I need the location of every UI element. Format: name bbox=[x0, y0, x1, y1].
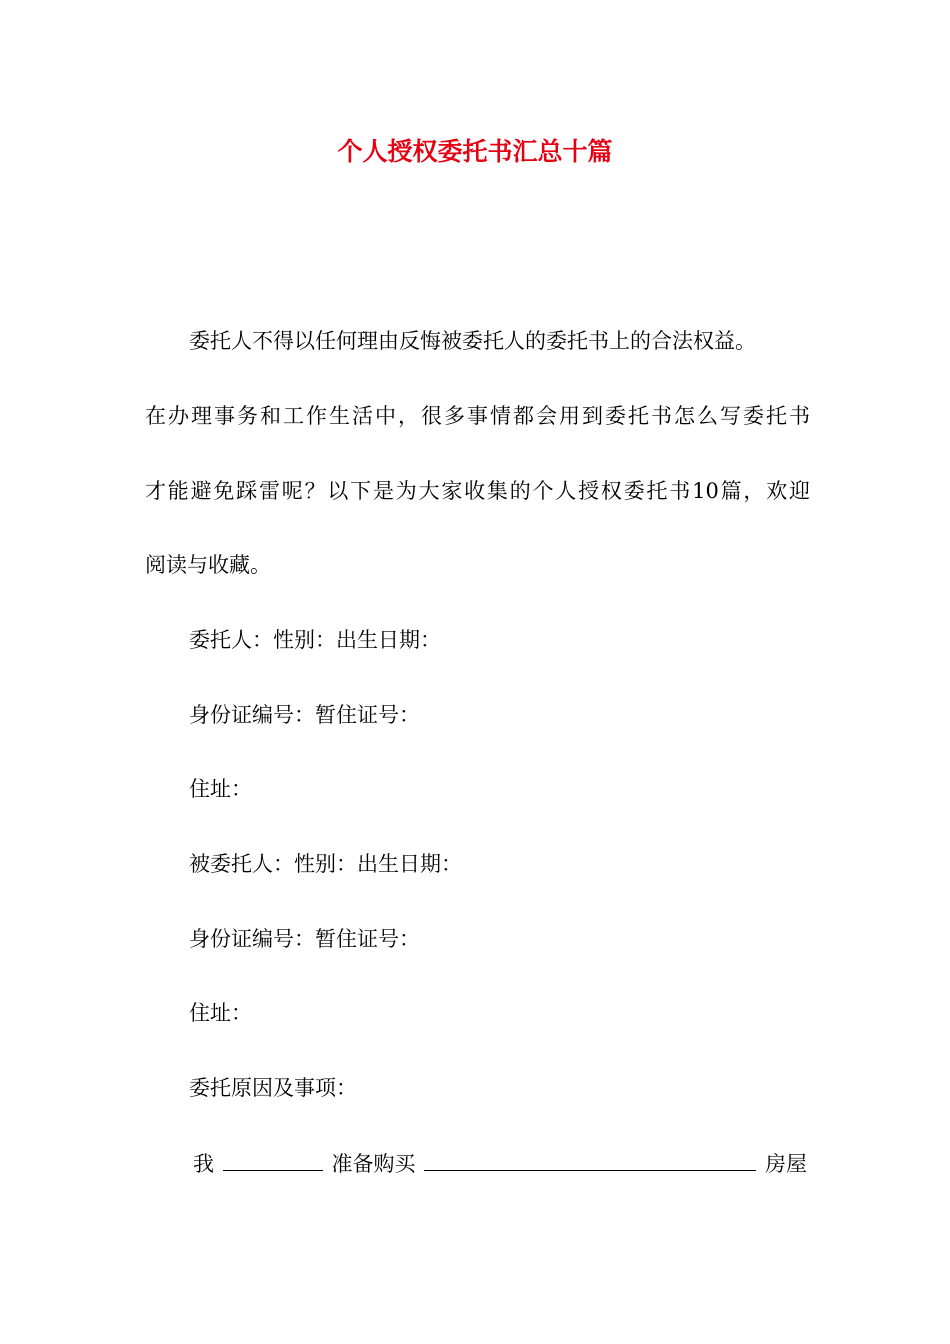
field-principal-id: 身份证编号：暂住证号： bbox=[189, 703, 420, 727]
intro-line-3: 才能避免踩雷呢？以下是为大家收集的个人授权委托书10篇，欢迎 bbox=[145, 479, 810, 503]
field-agent-id: 身份证编号：暂住证号： bbox=[189, 927, 420, 951]
blank-name[interactable] bbox=[223, 1148, 323, 1171]
field-agent: 被委托人：性别：出生日期： bbox=[189, 852, 462, 876]
purchase-line-part2: 准备购买 bbox=[331, 1152, 416, 1176]
field-agent-address: 住址： bbox=[189, 1001, 252, 1025]
purchase-line bbox=[193, 1148, 807, 1179]
intro-line-2: 在办理事务和工作生活中，很多事情都会用到委托书怎么写委托书 bbox=[145, 404, 810, 428]
field-reason: 委托原因及事项： bbox=[189, 1076, 357, 1100]
purchase-line-part1: 我 bbox=[193, 1152, 214, 1176]
field-principal-address: 住址： bbox=[189, 777, 252, 801]
purchase-line-part3: 房屋 bbox=[765, 1152, 807, 1176]
document-title: 个人授权委托书汇总十篇 bbox=[337, 137, 613, 166]
intro-line-4: 阅读与收藏。 bbox=[145, 553, 271, 577]
blank-property[interactable] bbox=[424, 1148, 756, 1171]
intro-line-1: 委托人不得以任何理由反悔被委托人的委托书上的合法权益。 bbox=[189, 329, 756, 353]
field-principal: 委托人：性别：出生日期： bbox=[189, 628, 441, 652]
